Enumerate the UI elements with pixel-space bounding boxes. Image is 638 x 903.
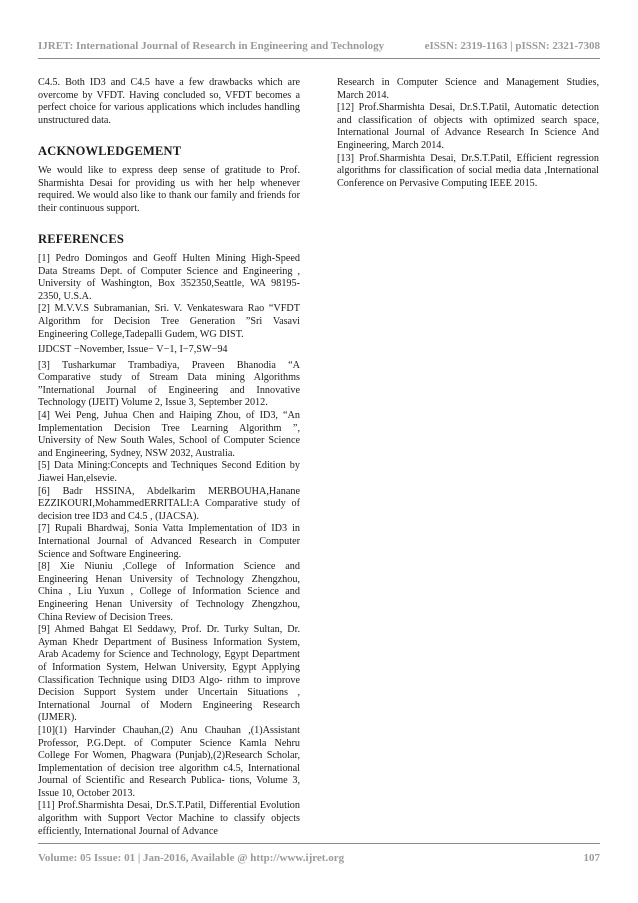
issn-info: eISSN: 2319-1163 | pISSN: 2321-7308 bbox=[424, 40, 600, 52]
acknowledgement-heading: ACKNOWLEDGEMENT bbox=[38, 144, 182, 159]
left-column bbox=[38, 77, 300, 838]
reference-item: [11] Prof.Sharmishta Desai, Dr.S.T.Patil, Differential Evolution algorithm with Support Vector Machine to classify objects efficiently, International Journal of Advance bbox=[38, 800, 300, 837]
references-heading: REFERENCES bbox=[38, 232, 125, 247]
acknowledgement-text: We would like to express deep sense of gratitude to Prof. Sharmishta Desai for providing us with her help whenever required. We would also like to thank our family and friends for their continuous support. bbox=[38, 164, 300, 214]
running-header bbox=[38, 40, 600, 54]
reference-item: [6] Badr HSSINA, Abdelkarim MERBOUHA,Hanane EZZIKOURI,MohammedERRITALI:A Comparative study of decision tree ID3 and C4.5 , (IJACSA). bbox=[38, 485, 300, 522]
intro-paragraph: C4.5. Both ID3 and C4.5 have a few drawbacks which are overcome by VFDT. Having concluded so, VFDT becomes a perfect choice for various applications which includes handling unstructured data. bbox=[38, 77, 300, 126]
page-number: 107 bbox=[583, 852, 600, 864]
reference-item: [7] Rupali Bhardwaj, Sonia Vatta Implementation of ID3 in International Journal of Advanced Research in Computer Science and Software Engineering. bbox=[38, 523, 300, 560]
volume-info: Volume: 05 Issue: 01 | Jan-2016, Available @ http://www.ijret.org bbox=[38, 852, 345, 864]
right-column bbox=[337, 77, 599, 190]
reference-item: [13] Prof.Sharmishta Desai, Dr.S.T.Patil, Efficient regression algorithms for classification of social media data ,International Conference on Pervasive Computing IEEE 2015. bbox=[337, 152, 599, 189]
running-footer bbox=[38, 852, 600, 866]
header-divider bbox=[38, 58, 600, 59]
reference-item: [4] Wei Peng, Juhua Chen and Haiping Zhou, of ID3, “An Implementation Decision Tree Learning Algorithm ”, University of New South Wales, School of Computer Science and Engineering, Sydney, NSW 2032, Australia. bbox=[38, 410, 300, 459]
reference-item: IJDCST −November, Issue− V−1, I−7,SW−94 bbox=[38, 344, 228, 356]
reference-item: [10](1) Harvinder Chauhan,(2) Anu Chauhan ,(1)Assistant Professor, P.G.Dept. of Computer Science Kamla Nehru College For Women, Phagwara (Punjab),(2)Research Scholar, Implementation of decision tree algorithm c4.5, International Journal of Scientific and Research Publica- tions, Volume 3, Issue 10, October 2013. bbox=[38, 724, 300, 799]
journal-name: IJRET: International Journal of Research in Engineering and Technology bbox=[38, 40, 385, 52]
reference-item: Research in Computer Science and Management Studies, March 2014. bbox=[337, 77, 599, 101]
reference-item: [8] Xie Niuniu ,College of Information Science and Engineering Henan University of Technology Zhengzhou, China , Liu Yuxun , College of Information Science and Engineering Henan University of Technology Zhengzhou, China Review of Decision Trees. bbox=[38, 561, 300, 623]
footer-divider bbox=[38, 843, 600, 844]
reference-item: [12] Prof.Sharmishta Desai, Dr.S.T.Patil, Automatic detection and classification of objects with optimized search space, International Journal of Advance Research In Science And Engineering, March 2014. bbox=[337, 102, 599, 151]
reference-item: [3] Tusharkumar Trambadiya, Praveen Bhanodia “A Comparative study of Stream Data mining Algorithms ”International Journal of Engineering and Innovative Technology (IJEIT) Volume 2, Issue 3, September 2012. bbox=[38, 359, 300, 409]
reference-item: [2] M.V.V.S Subramanian, Sri. V. Venkateswara Rao “VFDT Algorithm for Decision Tree Generation ”Sri Vasavi Engineering College,Tadepalli Gudem, WG DIST. bbox=[38, 303, 300, 340]
reference-item: [5] Data Mining:Concepts and Techniques Second Edition by Jiawei Han,elsevie. bbox=[38, 460, 300, 485]
reference-item: [9] Ahmed Bahgat El Seddawy, Prof. Dr. Turky Sultan, Dr. Ayman Khedr Department of Business Information System, Arab Academy for Science and Technology, Egypt Department of Information System, Helwan University, Egypt Applying Classification Technique using DID3 Algo- rithm to improve Decision Support System under Uncertain Situations , International Journal of Modern Engineering Research (IJMER). bbox=[38, 624, 300, 724]
reference-item: [1] Pedro Domingos and Geoff Hulten Mining High-Speed Data Streams Dept. of Computer Science and Engineering , University of Washington, Box 352350,Seattle, WA 98195-2350, U.S.A. bbox=[38, 252, 300, 302]
